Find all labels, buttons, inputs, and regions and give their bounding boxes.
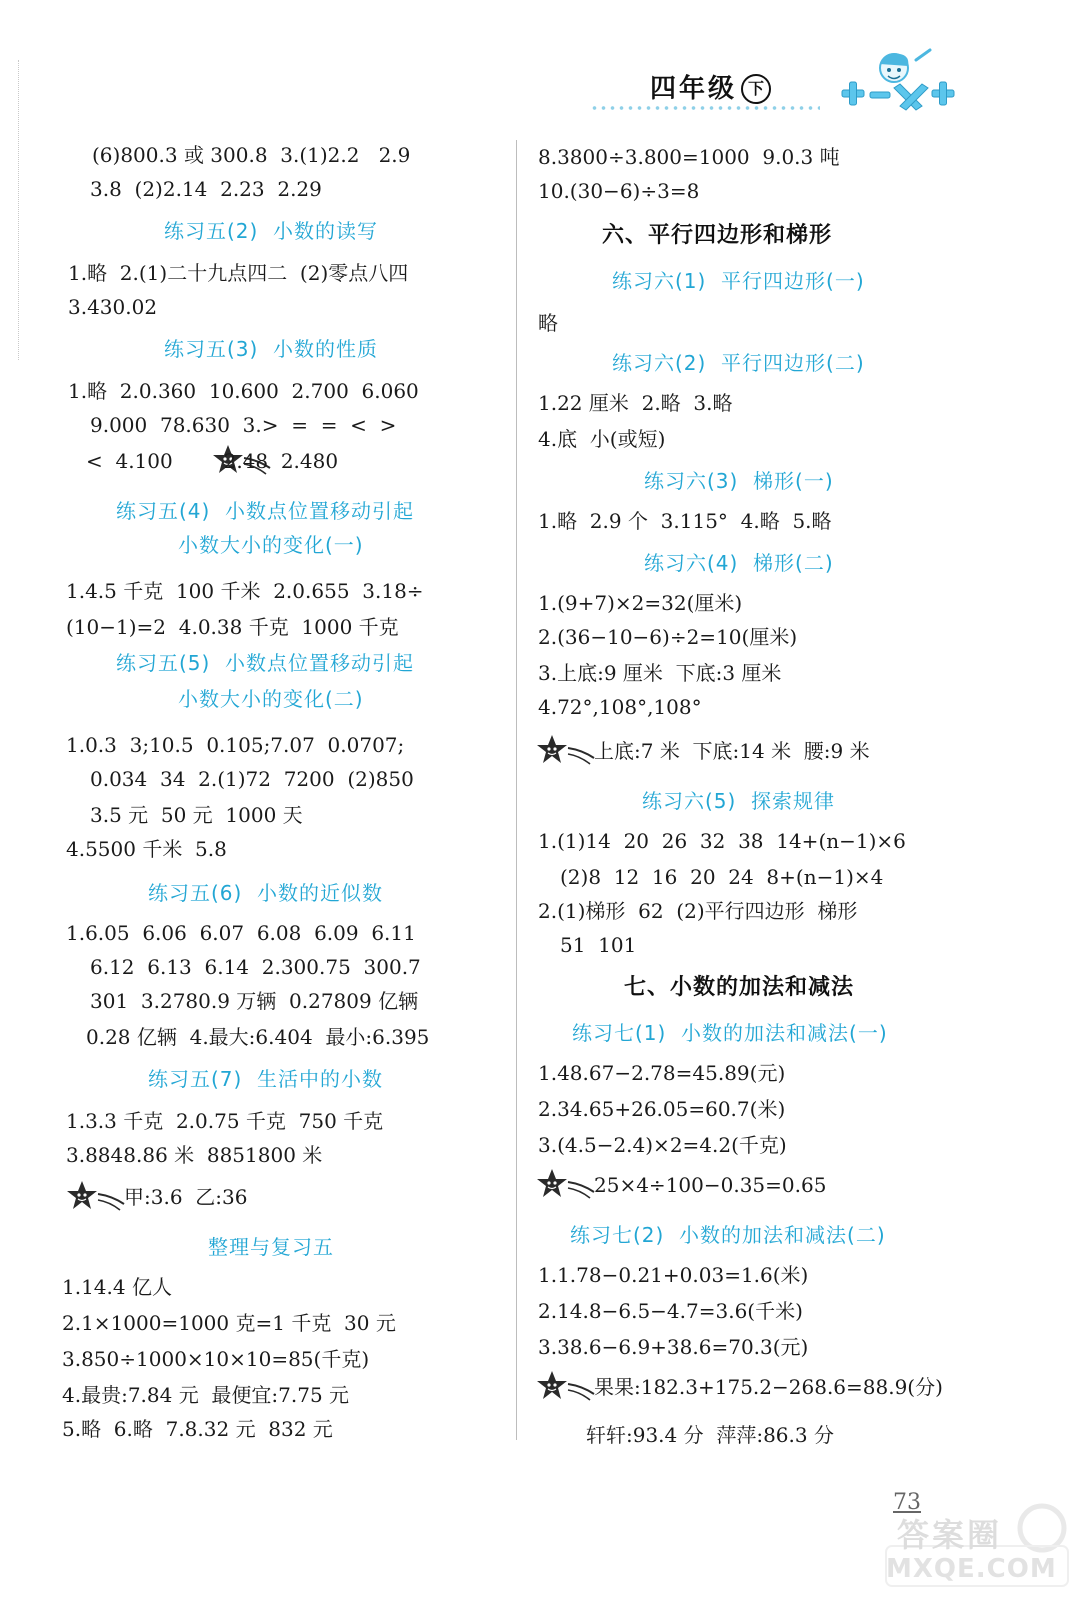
exercise-heading: 练习五(6) 小数的近似数 xyxy=(148,881,384,905)
answer-line: 8.3800÷3.800=1000 9.0.3 吨 xyxy=(538,145,840,169)
exercise-heading: 练习五(2) 小数的读写 xyxy=(164,219,379,243)
exercise-heading: 练习六(3) 梯形(一) xyxy=(644,469,834,493)
volume-badge: 下 xyxy=(741,74,771,104)
answer-line: 1.22 厘米 2.略 3.略 xyxy=(538,391,733,415)
exercise-heading: 练习七(2) 小数的加法和减法(二) xyxy=(570,1223,886,1247)
answer-line: 0.034 34 2.(1)72 7200 (2)850 xyxy=(90,767,414,791)
bonus-answer-line: 上底:7 米 下底:14 米 腰:9 米 xyxy=(594,739,870,763)
answer-line: 2.(1)梯形 62 (2)平行四边形 梯形 xyxy=(538,899,858,923)
answer-line: 轩轩:93.4 分 萍萍:86.3 分 xyxy=(586,1423,834,1447)
exercise-heading: 练习六(5) 探索规律 xyxy=(642,789,836,813)
answer-line: 1.0.3 3;10.5 0.105;7.07 0.0707; xyxy=(66,733,405,757)
answer-line: 1.6.05 6.06 6.07 6.08 6.09 6.11 xyxy=(66,921,416,945)
exercise-heading: 练习六(4) 梯形(二) xyxy=(644,551,834,575)
answer-line: 0.28 亿辆 4.最大:6.404 最小:6.395 xyxy=(86,1025,430,1049)
answer-line: 51 101 xyxy=(560,933,637,957)
answer-line: 4.最贵:7.84 元 最便宜:7.75 元 xyxy=(62,1383,350,1407)
answer-line: 2.14.8−6.5−4.7=3.6(千米) xyxy=(538,1299,803,1323)
star-icon xyxy=(534,1166,598,1202)
section-heading: 六、平行四边形和梯形 xyxy=(602,223,833,248)
answer-line: 1.3.3 千克 2.0.75 千克 750 千克 xyxy=(66,1109,384,1133)
answer-line: 2.1×1000=1000 克=1 千克 30 元 xyxy=(62,1311,396,1335)
binding-guide xyxy=(18,60,20,360)
answer-line: 4.5500 千米 5.8 xyxy=(66,837,227,861)
star-icon xyxy=(64,1178,128,1214)
answer-line: 4.72°,108°,108° xyxy=(538,695,702,719)
grade-text: 四年级 xyxy=(650,74,738,104)
answer-line: 1.略 2.(1)二十九点四二 (2)零点八四 xyxy=(68,261,409,285)
answer-line: 2.34.65+26.05=60.7(米) xyxy=(538,1097,786,1121)
answer-line: 1.略 2.9 个 3.115° 4.略 5.略 xyxy=(538,509,832,533)
answer-line: 略 xyxy=(538,311,558,335)
exercise-heading: 练习六(1) 平行四边形(一) xyxy=(612,269,865,293)
exercise-heading: 练习五(3) 小数的性质 xyxy=(164,337,379,361)
exercise-heading: 小数大小的变化(二) xyxy=(178,687,364,711)
grade-label xyxy=(650,68,771,105)
answer-line: 2.(36−10−6)÷2=10(厘米) xyxy=(538,625,798,649)
answer-line: (2)8 12 16 20 24 8+(n−1)×4 xyxy=(560,865,884,889)
watermark-url: MXQE.COM xyxy=(886,1554,1057,1584)
exercise-heading: 练习五(7) 生活中的小数 xyxy=(148,1067,384,1091)
exercise-heading: 整理与复习五 xyxy=(208,1235,334,1259)
exercise-heading: 练习五(5) 小数点位置移动引起 xyxy=(116,651,415,675)
answer-line: 3.38.6−6.9+38.6=70.3(元) xyxy=(538,1335,809,1359)
answer-line: 301 3.2780.9 万辆 0.27809 亿辆 xyxy=(90,989,419,1013)
answer-line: 3.430.02 xyxy=(68,295,158,319)
bonus-answer-line: 甲:3.6 乙:36 xyxy=(124,1185,248,1209)
answer-line: 5.略 6.略 7.8.32 元 832 元 xyxy=(62,1417,333,1441)
answer-line: 3.(4.5−2.4)×2=4.2(千克) xyxy=(538,1133,787,1157)
answer-line: 3.上底:9 厘米 下底:3 厘米 xyxy=(538,661,782,685)
star-icon xyxy=(534,732,598,768)
watermark-text: 答案圈 xyxy=(897,1516,1003,1554)
answer-line: 1.48.67−2.78=45.89(元) xyxy=(538,1061,786,1085)
answer-line: 3.5 元 50 元 1000 天 xyxy=(90,803,303,827)
answer-line: 1.(9+7)×2=32(厘米) xyxy=(538,591,743,615)
answer-line: (10−1)=2 4.0.38 千克 1000 千克 xyxy=(66,615,399,639)
star-icon xyxy=(534,1368,598,1404)
answer-line: 3.8 (2)2.14 2.23 2.29 xyxy=(90,177,322,201)
exercise-heading: 练习六(2) 平行四边形(二) xyxy=(612,351,865,375)
section-heading: 七、小数的加法和减法 xyxy=(624,975,855,1000)
answer-line: 1.4.5 千克 100 千米 2.0.655 3.18÷ xyxy=(66,579,424,603)
answer-line: 3.8848.86 米 8851800 米 xyxy=(66,1143,323,1167)
mascot-logo-icon xyxy=(836,46,960,116)
answer-line: (6)800.3 或 300.8 3.(1)2.2 2.9 xyxy=(92,143,411,167)
bonus-answer-line: 果果:182.3+175.2−268.6=88.9(分) xyxy=(594,1375,943,1399)
answer-line: 1.14.4 亿人 xyxy=(62,1275,172,1299)
answer-line: 9.000 78.630 3.> = = < > xyxy=(90,413,397,437)
answer-line: 3.850÷1000×10×10=85(千克) xyxy=(62,1347,370,1371)
answer-line: 4.底 小(或短) xyxy=(538,427,666,451)
exercise-heading: 练习七(1) 小数的加法和减法(一) xyxy=(572,1021,888,1045)
exercise-heading: 练习五(4) 小数点位置移动引起 xyxy=(116,499,415,523)
answer-line: 1.1.78−0.21+0.03=1.6(米) xyxy=(538,1263,809,1287)
bonus-answer-line: < 4.100 2.48 2.480 xyxy=(86,449,339,473)
answer-line: 1.略 2.0.360 10.600 2.700 6.060 xyxy=(68,379,419,403)
answer-line: 1.(1)14 20 26 32 38 14+(n−1)×6 xyxy=(538,829,906,853)
column-divider xyxy=(516,140,517,1440)
page-number: 73 xyxy=(893,1490,921,1515)
answer-line: 10.(30−6)÷3=8 xyxy=(538,179,700,203)
header-dots xyxy=(590,106,820,110)
answer-line: 6.12 6.13 6.14 2.300.75 300.7 xyxy=(90,955,421,979)
bonus-answer-line: 25×4÷100−0.35=0.65 xyxy=(594,1173,827,1197)
exercise-heading: 小数大小的变化(一) xyxy=(178,533,364,557)
